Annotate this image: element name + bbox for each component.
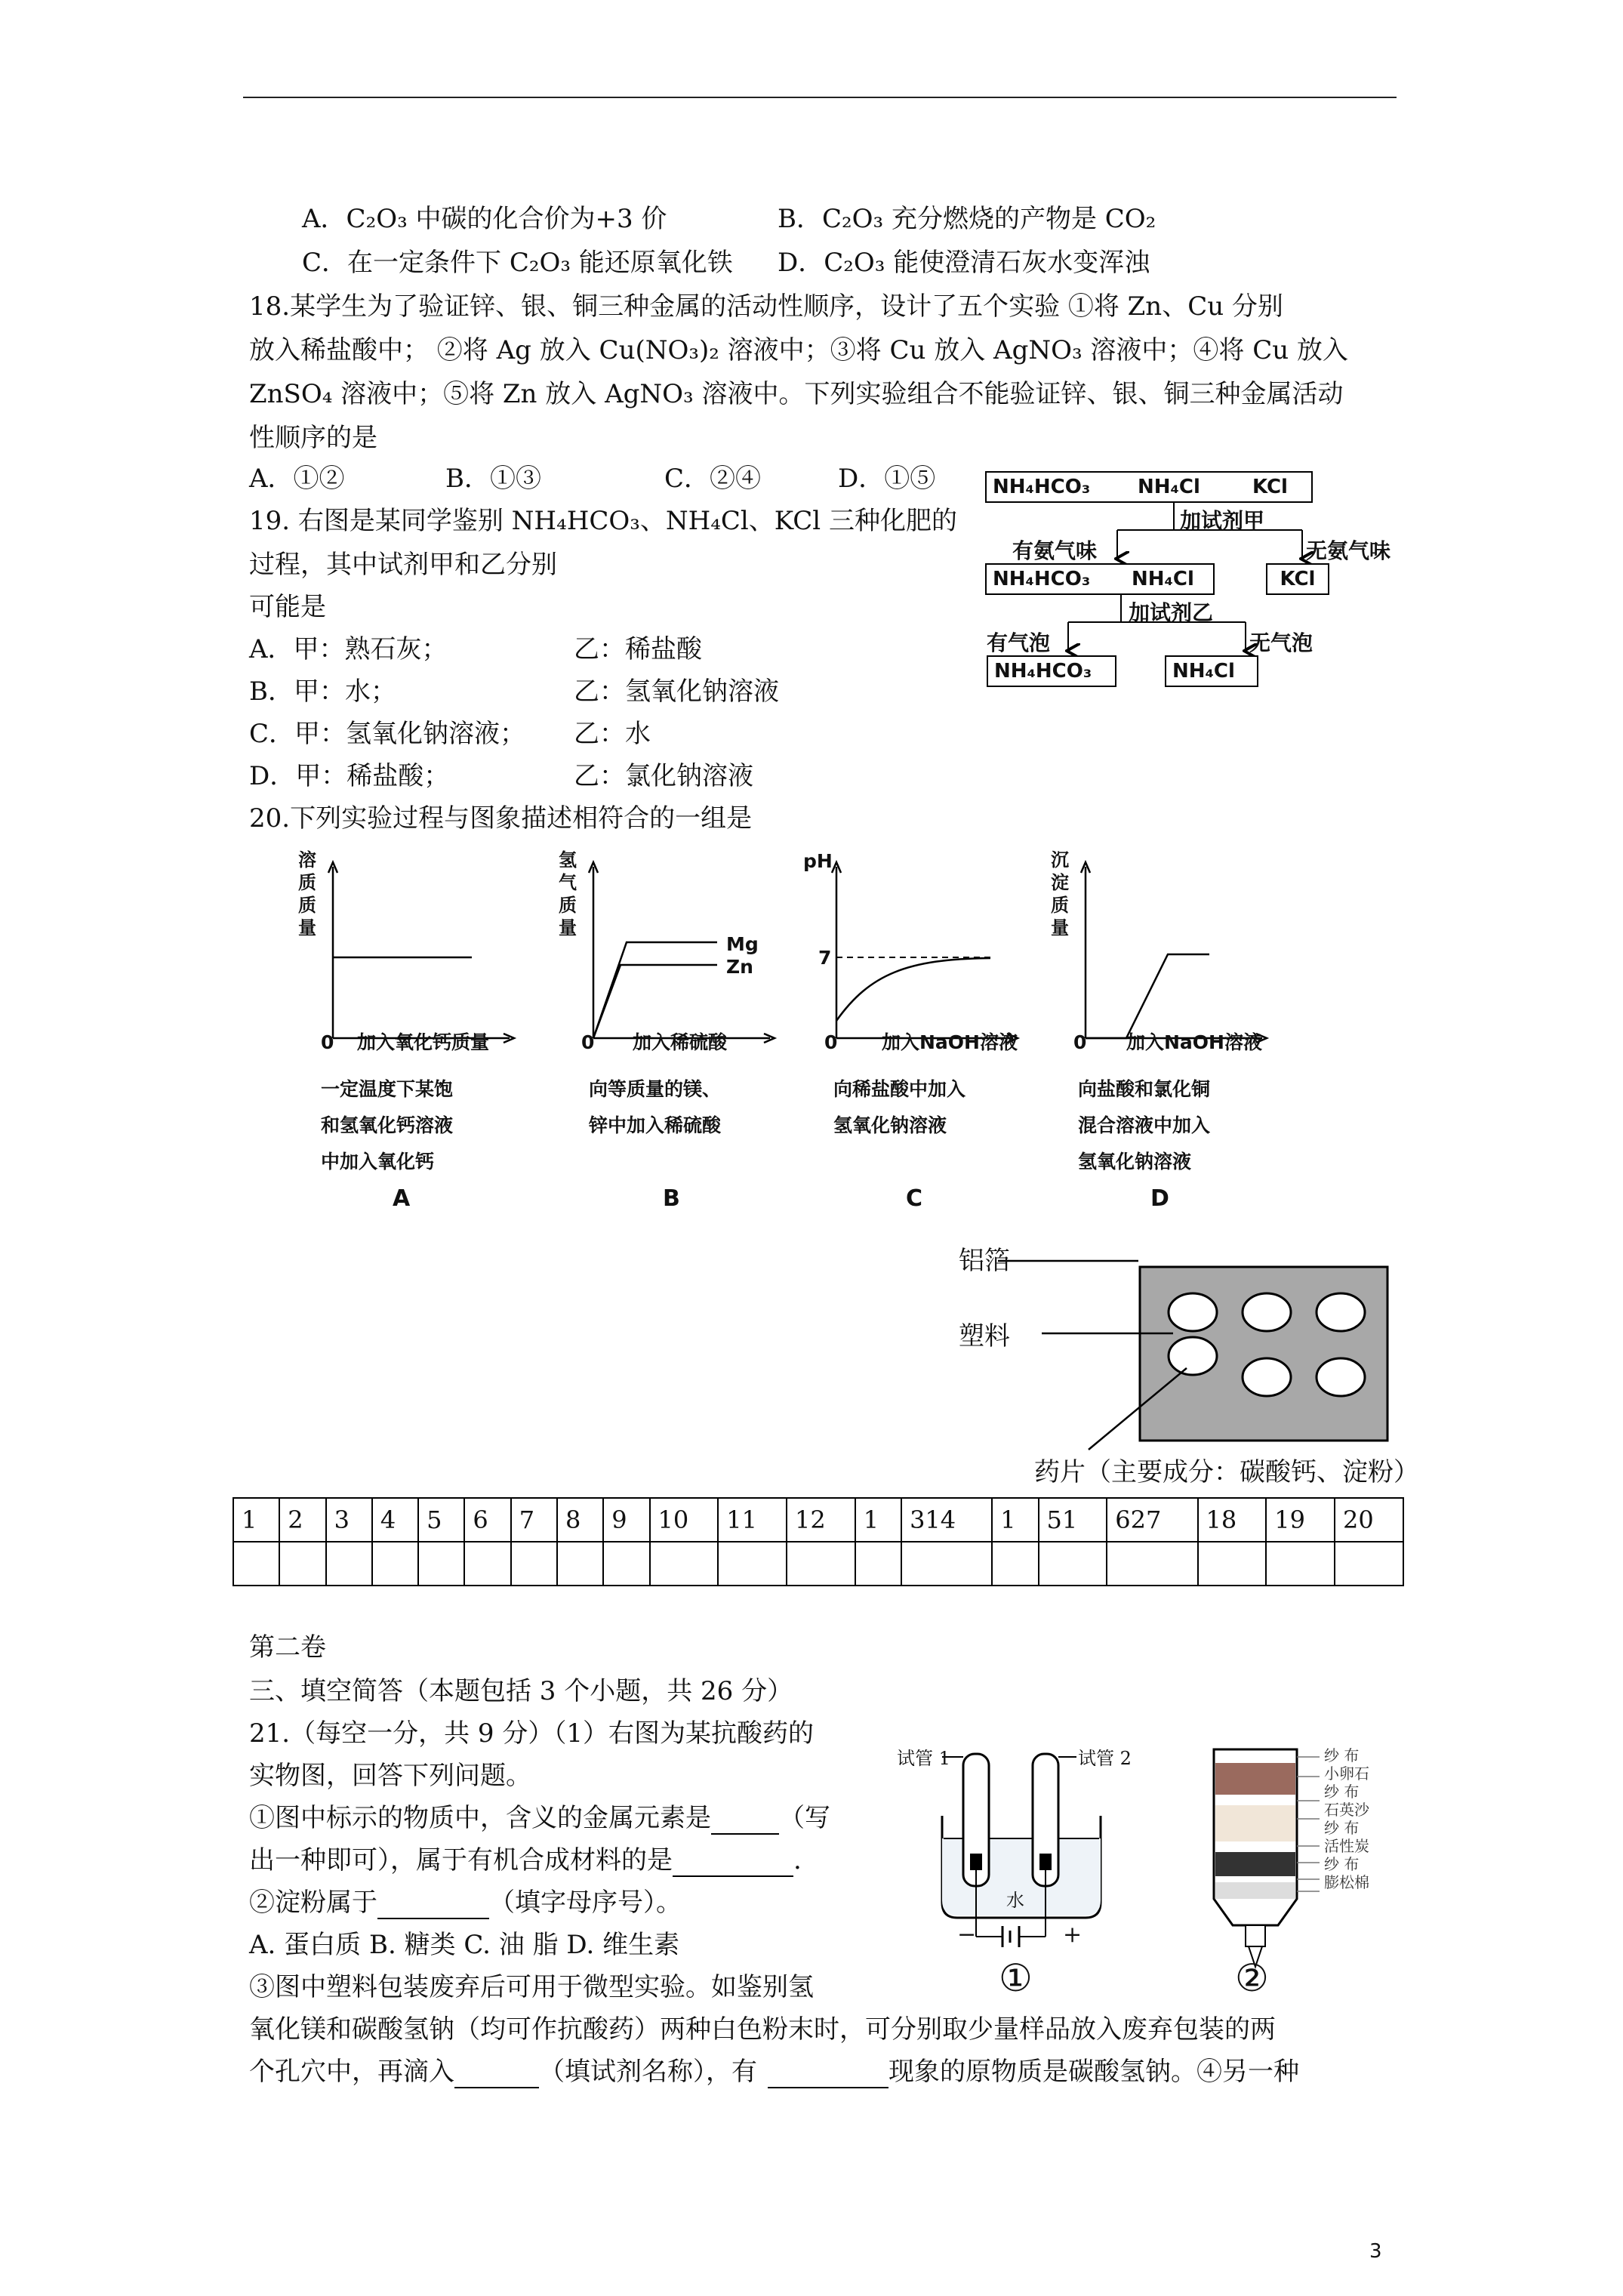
answer-table-header-row	[233, 1498, 1403, 1542]
graph-b-letter: B	[663, 1185, 680, 1212]
answer-cell[interactable]	[855, 1542, 901, 1586]
answer-cell[interactable]	[557, 1542, 603, 1586]
graph-b-series-zn: Zn	[726, 956, 753, 978]
filter-layer: 膨松棉	[1324, 1873, 1369, 1891]
filter-layer-labels	[1324, 1746, 1369, 1891]
q19-option-d2: 乙：氯化钠溶液	[574, 761, 753, 791]
flow-mid-nh4cl: NH₄Cl	[1132, 568, 1194, 590]
q21-line-7: ③图中塑料包装废弃后可用于微型实验。如鉴别氢	[249, 1972, 814, 2002]
graph-d-desc-2: 混合溶液中加入	[1078, 1114, 1211, 1136]
q21-line-9b: （填试剂名称），有	[539, 2057, 757, 2087]
filter-layer: 小卵石	[1324, 1764, 1369, 1783]
graph-a-desc-2: 和氢氧化钙溶液	[321, 1114, 454, 1136]
flow-mid-box	[985, 563, 1215, 595]
answer-cell[interactable]	[787, 1542, 855, 1586]
q19-stem-3: 可能是	[249, 592, 326, 622]
q21-line-5a: ②淀粉属于	[249, 1888, 377, 1918]
q18-stem-1: 18.某学生为了验证锌、银、铜三种金属的活动性顺序，设计了五个实验 ①将 Zn、Cu 分别	[249, 291, 1283, 322]
graph-c-ylabel: pH	[803, 850, 833, 872]
flow-no-ammonia: 无氨气味	[1306, 538, 1391, 563]
answer-cell[interactable]	[233, 1542, 279, 1586]
graph-d-desc-1: 向盐酸和氯化铜	[1078, 1078, 1211, 1100]
answer-header-cell: 6	[464, 1498, 510, 1542]
answer-header-cell: 8	[557, 1498, 603, 1542]
q20-graph-d	[1051, 849, 1277, 1065]
filter-layer: 纱 布	[1324, 1855, 1360, 1873]
q18-option-d: D．①⑤	[838, 464, 936, 494]
flow-top-nh4hco3: NH₄HCO₃	[993, 476, 1091, 498]
answer-cell[interactable]	[326, 1542, 372, 1586]
q21-line-5b: （填字母序号）。	[489, 1888, 682, 1918]
header-rule	[243, 97, 1397, 98]
answer-header-cell: 2	[279, 1498, 325, 1542]
q17-option-b: B．C₂O₃ 充分燃烧的产物是 CO₂	[778, 204, 1156, 234]
q18-option-c: C．②④	[664, 464, 762, 494]
q19-flow-diagram	[985, 467, 1408, 738]
answer-cell[interactable]	[1198, 1542, 1267, 1586]
q18-stem-2: 放入稀盐酸中； ②将 Ag 放入 Cu(NO₃)₂ 溶液中；③将 Cu 放入 AgNO₃ 溶液中；④将 Cu 放入	[249, 335, 1348, 365]
q19-option-c2: 乙：水	[574, 719, 651, 749]
part2-section-heading: 三、填空简答（本题包括 3 个小题，共 26 分）	[249, 1676, 793, 1706]
answer-cell[interactable]	[603, 1542, 649, 1586]
apparatus-tube-1: 试管 1	[897, 1748, 950, 1769]
flow-has-ammonia: 有氨气味	[1012, 538, 1098, 563]
page-number: 3	[1369, 2240, 1382, 2263]
pkg-caption: 药片（主要成分：碳酸钙、淀粉）	[1034, 1457, 1419, 1487]
answer-header-cell: 627	[1107, 1498, 1197, 1542]
q21-blank-phenomenon[interactable]	[768, 2064, 888, 2088]
q21-blank-metal[interactable]	[711, 1811, 779, 1835]
apparatus-figure	[897, 1740, 1395, 2012]
q21-line-9	[249, 2055, 1299, 2088]
tablet-package-figure	[913, 1231, 1419, 1487]
filter-layer: 纱 布	[1324, 1746, 1360, 1764]
answer-header-cell: 51	[1039, 1498, 1107, 1542]
q21-line-4	[249, 1844, 802, 1877]
q18-stem-4: 性顺序的是	[249, 423, 377, 453]
answer-cell[interactable]	[1039, 1542, 1107, 1586]
answer-cell[interactable]	[901, 1542, 992, 1586]
q19-stem-2: 过程，其中试剂甲和乙分别	[249, 550, 557, 580]
answer-header-cell: 1	[855, 1498, 901, 1542]
graph-d-desc-3: 氢氧化钠溶液	[1078, 1151, 1192, 1173]
answer-cell[interactable]	[464, 1542, 510, 1586]
graph-c-origin: 0	[824, 1031, 838, 1053]
q19-option-c: C．甲：氢氧化钠溶液；	[249, 719, 526, 749]
graph-a-desc-3: 中加入氧化钙	[321, 1151, 435, 1173]
q21-line-1: 21.（每空一分，共 9 分）（1）右图为某抗酸药的	[249, 1718, 814, 1749]
graph-a-ylabel: 溶质质量	[298, 849, 316, 938]
filter-layer: 纱 布	[1324, 1783, 1360, 1801]
q21-line-9a: 个孔穴中，再滴入	[249, 2057, 454, 2087]
q21-line-3b: （写	[779, 1803, 830, 1833]
q21-line-6: A. 蛋白质 B. 糖类 C. 油 脂 D. 维生素	[249, 1930, 680, 1960]
q20-graph-c	[802, 850, 1028, 1065]
answer-header-cell: 12	[787, 1498, 855, 1542]
answer-cell[interactable]	[418, 1542, 464, 1586]
q21-line-4a: 出一种即可），属于有机合成材料的是	[249, 1845, 673, 1875]
flow-mid-nh4hco3: NH₄HCO₃	[993, 568, 1091, 590]
answer-cell[interactable]	[1335, 1542, 1403, 1586]
graph-c-letter: C	[906, 1185, 923, 1212]
q21-line-3	[249, 1801, 830, 1835]
flow-reagent-1: 加试剂甲	[1180, 508, 1265, 533]
answer-header-cell: 3	[326, 1498, 372, 1542]
graph-a-letter: A	[393, 1185, 411, 1212]
pkg-label-foil: 铝箔	[959, 1246, 1010, 1276]
apparatus-number-2: ②	[1235, 1956, 1269, 2000]
graph-c-mark-7: 7	[818, 947, 832, 969]
answer-header-cell: 10	[650, 1498, 719, 1542]
apparatus-number-1: ①	[999, 1956, 1033, 2000]
answer-header-cell: 1	[233, 1498, 279, 1542]
flow-no-bubbles: 无气泡	[1249, 630, 1313, 655]
answer-cell[interactable]	[279, 1542, 325, 1586]
graph-d-ylabel: 沉淀质量	[1051, 849, 1069, 938]
flow-reagent-2: 加试剂乙	[1129, 600, 1214, 625]
graph-b-xlabel: 加入稀硫酸	[633, 1031, 728, 1053]
q20-stem: 20.下列实验过程与图象描述相符合的一组是	[249, 803, 753, 834]
answer-table	[233, 1497, 1404, 1586]
answer-cell[interactable]	[650, 1542, 719, 1586]
q20-graph-a	[298, 849, 525, 1065]
graph-b-desc-2: 锌中加入稀硫酸	[589, 1114, 722, 1136]
answer-cell[interactable]	[1266, 1542, 1335, 1586]
q18-option-a: A．①②	[249, 464, 345, 494]
q21-line-8: 氧化镁和碳酸氢钠（均可作抗酸药）两种白色粉末时，可分别取少量样品放入废弃包装的两	[249, 2014, 1276, 2045]
answer-header-cell: 18	[1198, 1498, 1267, 1542]
graph-b-series-mg: Mg	[726, 933, 759, 955]
q21-line-3a: ①图中标示的物质中，含义的金属元素是	[249, 1803, 711, 1833]
flow-top-nh4cl: NH₄Cl	[1138, 476, 1200, 498]
q17-option-a: A．C₂O₃ 中碳的化合价为+3 价	[302, 204, 667, 234]
filter-layer: 活性炭	[1324, 1837, 1369, 1855]
graph-b-origin: 0	[581, 1031, 595, 1053]
answer-cell[interactable]	[1107, 1542, 1197, 1586]
graph-c-xlabel: 加入NaOH溶液	[882, 1031, 1018, 1053]
flow-end-nh4cl: NH₄Cl	[1165, 655, 1258, 687]
q21-blank-reagent[interactable]	[454, 2064, 539, 2088]
q19-option-a: A．甲：熟石灰；	[249, 634, 448, 664]
graph-d-letter: D	[1150, 1185, 1169, 1212]
apparatus-tube-2: 试管 2	[1078, 1748, 1132, 1769]
q19-option-d: D．甲：稀盐酸；	[249, 761, 450, 791]
q21-line-4b: .	[793, 1845, 802, 1875]
graph-c-desc-2: 氢氧化钠溶液	[833, 1114, 947, 1136]
apparatus-drawing	[897, 1740, 1395, 2012]
answer-header-cell: 20	[1335, 1498, 1403, 1542]
q21-blank-starch[interactable]	[377, 1895, 489, 1919]
filter-layer: 纱 布	[1324, 1819, 1360, 1837]
flow-kcl-box: KCl	[1266, 563, 1329, 595]
q19-option-a2: 乙：稀盐酸	[574, 634, 702, 664]
pkg-label-plastic: 塑料	[959, 1321, 1010, 1351]
q21-line-2: 实物图，回答下列问题。	[249, 1761, 531, 1791]
q21-line-5	[249, 1886, 682, 1919]
q19-option-b: B．甲：水；	[249, 676, 396, 707]
q21-blank-synthetic[interactable]	[673, 1853, 793, 1877]
apparatus-minus: −	[957, 1922, 977, 1948]
q20-graph-b	[559, 849, 785, 1065]
graph-c-desc-1: 向稀盐酸中加入	[833, 1078, 966, 1100]
part2-title: 第二卷	[249, 1632, 326, 1663]
filter-layer: 石英沙	[1324, 1801, 1369, 1819]
answer-header-cell: 11	[718, 1498, 787, 1542]
q19-option-b2: 乙：氢氧化钠溶液	[574, 676, 779, 707]
answer-header-cell: 314	[901, 1498, 992, 1542]
answer-header-cell: 19	[1266, 1498, 1335, 1542]
answer-header-cell: 4	[372, 1498, 418, 1542]
apparatus-water: 水	[1006, 1890, 1024, 1911]
answer-header-cell: 5	[418, 1498, 464, 1542]
answer-cell[interactable]	[511, 1542, 557, 1586]
answer-cell[interactable]	[372, 1542, 418, 1586]
graph-b-ylabel: 氢气质量	[559, 849, 577, 938]
q18-stem-3: ZnSO₄ 溶液中；⑤将 Zn 放入 AgNO₃ 溶液中。下列实验组合不能验证锌、银、铜三种金属活动	[249, 379, 1344, 409]
q21-line-9c: 现象的原物质是碳酸氢钠。④另一种	[888, 2057, 1299, 2087]
graph-b-desc-1: 向等质量的镁、	[589, 1078, 722, 1100]
flow-top-kcl: KCl	[1252, 476, 1288, 498]
flow-end-nh4hco3: NH₄HCO₃	[987, 655, 1116, 687]
graph-a-xlabel: 加入氧化钙质量	[357, 1031, 490, 1053]
answer-header-cell: 9	[603, 1498, 649, 1542]
q17-option-d: D．C₂O₃ 能使澄清石灰水变浑浊	[778, 248, 1150, 278]
answer-header-cell: 7	[511, 1498, 557, 1542]
answer-cell[interactable]	[718, 1542, 787, 1586]
answer-table-blank-row	[233, 1542, 1403, 1586]
apparatus-plus: +	[1063, 1922, 1083, 1948]
q18-option-b: B．①③	[445, 464, 541, 494]
q19-stem-1: 19. 右图是某同学鉴别 NH₄HCO₃、NH₄Cl、KCl 三种化肥的	[249, 506, 957, 536]
answer-header-cell: 1	[992, 1498, 1038, 1542]
graph-a-desc-1: 一定温度下某饱	[321, 1078, 454, 1100]
graph-a-origin: 0	[321, 1031, 334, 1053]
q17-option-c: C．在一定条件下 C₂O₃ 能还原氧化铁	[302, 248, 733, 278]
graph-d-xlabel: 加入NaOH溶液	[1126, 1031, 1262, 1053]
flow-has-bubbles: 有气泡	[987, 630, 1051, 655]
answer-cell[interactable]	[992, 1542, 1038, 1586]
graph-d-origin: 0	[1073, 1031, 1087, 1053]
